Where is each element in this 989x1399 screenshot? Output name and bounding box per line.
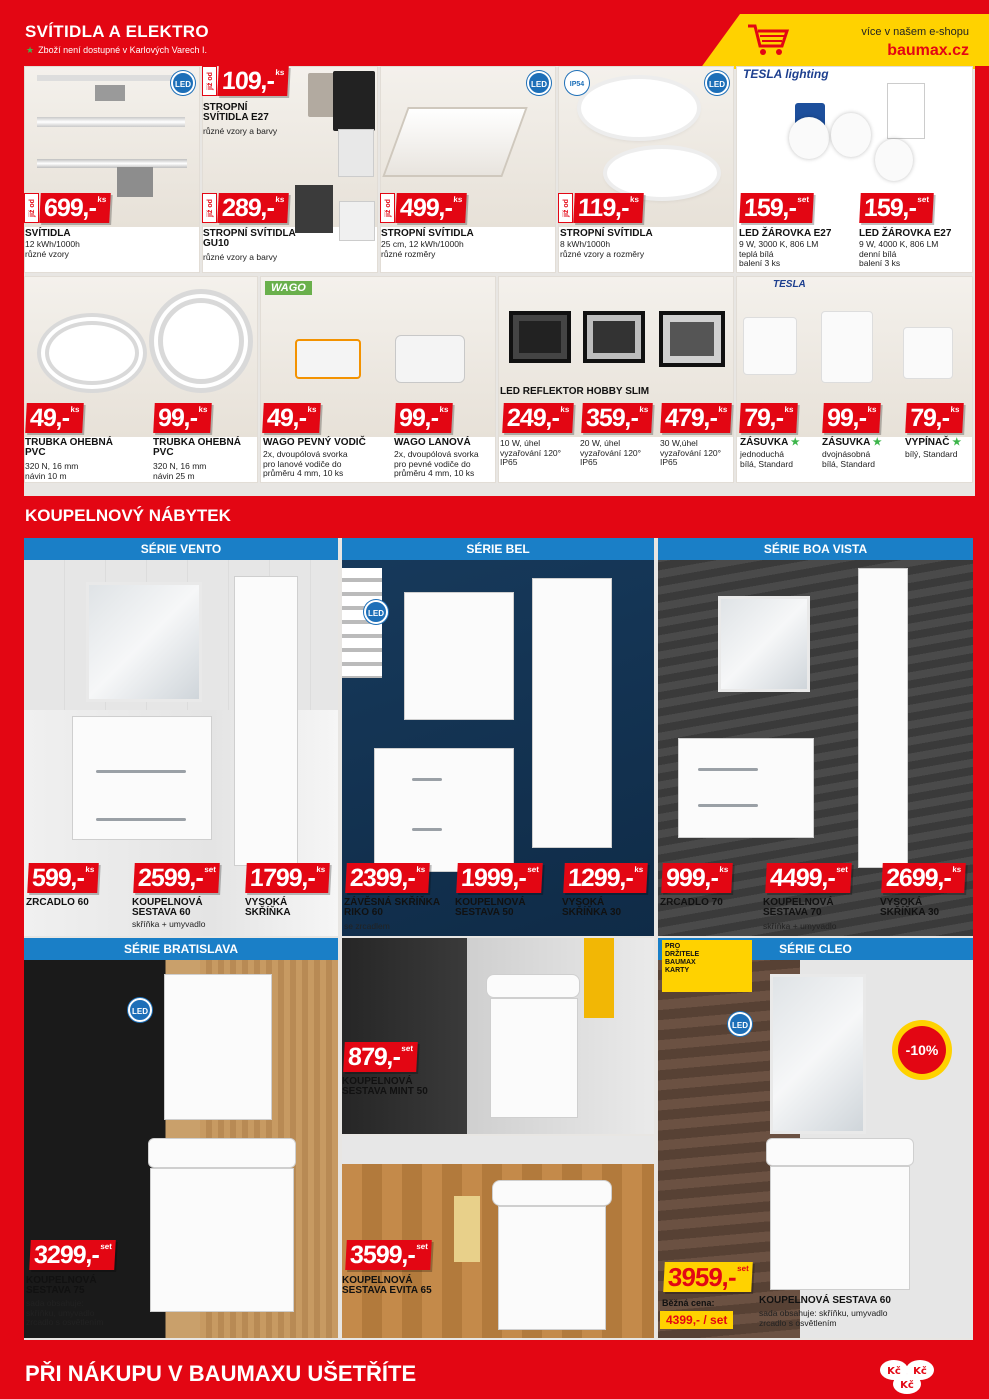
vanity-image xyxy=(770,1166,910,1290)
led-badge-icon: LED xyxy=(728,1012,752,1036)
product-desc: 9 W, 3000 K, 806 LM teplá bílá balení 3 ks xyxy=(739,239,819,268)
light-fixture-image xyxy=(117,167,153,197)
left-red-strip xyxy=(0,66,24,496)
light-fixture-image xyxy=(95,85,125,101)
product-name: VYPÍNAČ ★ xyxy=(905,437,962,448)
price-tag: 4499,-$^{set}$ xyxy=(765,863,852,893)
price-prefix: již od xyxy=(24,193,39,223)
product-desc: skříňka + umyvadlo xyxy=(132,919,206,929)
product-name: STROPNÍ SVÍTIDLA E27 xyxy=(203,102,269,123)
price-tag: 99,-$^{ks}$ xyxy=(394,403,453,433)
product-name: WAGO LANOVÁ xyxy=(394,437,471,448)
availability-note-text: Zboží není dostupné v Karlových Varech I. xyxy=(38,45,208,55)
product-name: STROPNÍ SVÍTIDLA xyxy=(560,228,653,239)
led-badge-icon: LED xyxy=(527,71,551,95)
product-name: LED ŽÁROVKA E27 xyxy=(859,228,952,239)
light-bar-image xyxy=(37,75,185,81)
reflector-image xyxy=(583,311,645,363)
price-tag: 3299,-$^{set}$ xyxy=(29,1240,116,1270)
price-tag: 1999,-$^{set}$ xyxy=(456,863,543,893)
product-name: KOUPELNOVÁ SESTAVA 60 xyxy=(132,897,203,918)
spot-light-image xyxy=(339,201,375,241)
price-tag: 2399,-$^{ks}$ xyxy=(345,863,429,893)
wall-image xyxy=(342,1136,654,1164)
towel-image xyxy=(584,938,614,1018)
series-label: SÉRIE CLEO xyxy=(658,938,973,960)
ip54-badge-icon: IP54 xyxy=(565,71,589,95)
washbasin-image xyxy=(766,1138,914,1166)
price-tag: 3599,-$^{set}$ xyxy=(345,1240,432,1270)
shopping-cart-icon xyxy=(746,22,790,56)
product-desc: 25 cm, 12 kWh/1000h různé rozměry xyxy=(381,239,464,259)
tall-cabinet-image xyxy=(858,568,908,868)
spot-light-image xyxy=(338,129,374,177)
vanity-image xyxy=(150,1168,294,1312)
svg-text:Kč: Kč xyxy=(900,1380,914,1391)
eshop-link[interactable]: baumax.cz xyxy=(887,42,969,59)
product-name: LED ŽÁROVKA E27 xyxy=(739,228,832,239)
spot-light-image xyxy=(333,71,375,131)
right-red-strip xyxy=(975,66,989,496)
price-tag: 99,-$^{ks}$ xyxy=(153,403,212,433)
product-name: VYSOKÁ SKŘÍŇKA 30 xyxy=(562,897,622,918)
coins-icon xyxy=(872,1352,942,1396)
bulb-image xyxy=(789,117,829,159)
product-name: ZRCADLO 60 xyxy=(26,897,89,908)
product-name: KOUPELNOVÁ SESTAVA EVITA 65 xyxy=(342,1275,432,1296)
handle-image xyxy=(698,804,758,807)
product-desc: jednoduchá bílá, Standard xyxy=(740,449,793,469)
product-name: ZÁVĚSNÁ SKŘÍŇKA RIKO 60 xyxy=(344,897,440,918)
product-name: VYSOKÁ SKŘÍŇKA 30 xyxy=(880,897,940,918)
product-name: KOUPELNOVÁ SESTAVA 70 xyxy=(763,897,834,918)
handle-image xyxy=(96,770,186,773)
product-name: SVÍTIDLA xyxy=(25,228,71,239)
vanity-image xyxy=(72,716,212,840)
bulb-image xyxy=(875,139,913,181)
section-title: KOUPELNOVÝ NÁBYTEK xyxy=(25,506,231,525)
vanity-image xyxy=(678,738,814,838)
availability-note xyxy=(26,45,207,56)
price-tag: 599,-$^{ks}$ xyxy=(27,863,98,893)
spot-light-image xyxy=(295,185,333,233)
mirror-image xyxy=(770,974,866,1134)
mirror-cabinet-image xyxy=(164,974,272,1120)
tall-cabinet-image xyxy=(234,576,298,866)
ceiling-light-image xyxy=(581,79,697,137)
mirror-image xyxy=(718,596,810,692)
product-name: KOUPELNOVÁ SESTAVA 50 xyxy=(455,897,526,918)
product-desc: bílý, Standard xyxy=(905,449,958,459)
product-desc: 30 W,úhel vyzařování 120° IP65 xyxy=(660,438,722,467)
svg-text:Kč: Kč xyxy=(913,1366,927,1377)
light-bar-image xyxy=(37,159,187,168)
product-desc: 10 W, úhel vyzařování 120° IP65 xyxy=(500,438,562,467)
product-desc: 20 W, úhel vyzařování 120° IP65 xyxy=(580,438,642,467)
pvc-tube-image xyxy=(149,289,253,393)
series-label: SÉRIE VENTO xyxy=(24,538,338,560)
price-tag: 159,-$^{set}$ xyxy=(859,193,933,223)
bath-scene-mint[interactable] xyxy=(342,938,654,1134)
product-desc: 2x, dvoupólová svorka pro lanové vodiče do průměru 4 mm, 10 ks xyxy=(263,449,348,478)
price-tag: 289,-$^{ks}$ xyxy=(217,193,288,223)
product-desc: sada obsahuje: skříňku, umyvadlo zrcadlo s osvětlením xyxy=(26,1298,104,1327)
socket-image xyxy=(821,311,873,383)
eshop-text: více v našem e-shopu xyxy=(861,26,969,38)
product-desc: sada obsahuje: skříňku, umyvadlo zrcadlo s osvětlením xyxy=(759,1308,888,1328)
mirror-cabinet-image xyxy=(404,592,514,720)
price-tag: 1299,-$^{ks}$ xyxy=(563,863,647,893)
product-name: ZÁSUVKA ★ xyxy=(740,437,800,448)
product-desc: skříňka + umyvadlo xyxy=(763,921,837,931)
ceiling-light-image xyxy=(607,149,717,197)
washbasin-image xyxy=(486,974,580,998)
star-icon: ★ xyxy=(26,45,35,55)
washbasin-image xyxy=(492,1180,612,1206)
pvc-tube-image xyxy=(37,313,147,393)
svg-text:Kč: Kč xyxy=(887,1366,901,1377)
tall-cabinet-image xyxy=(532,578,612,848)
price-tag: 79,-$^{ks}$ xyxy=(739,403,798,433)
regular-price-label: Běžná cena: xyxy=(662,1298,715,1308)
reflector-image xyxy=(509,311,571,363)
price-tag: 499,-$^{ks}$ xyxy=(395,193,466,223)
product-name: KOUPELNOVÁ SESTAVA 75 xyxy=(26,1275,97,1296)
star-icon: ★ xyxy=(952,437,962,448)
handle-image xyxy=(412,828,442,831)
reflector-image xyxy=(659,311,725,367)
product-name: VYSOKÁ SKŘÍŇKA xyxy=(245,897,291,918)
handle-image xyxy=(96,818,186,821)
product-name: LED REFLEKTOR HOBBY SLIM xyxy=(500,386,650,397)
mirror-image xyxy=(86,582,202,702)
left-red-strip xyxy=(0,538,24,1340)
wago-logo: WAGO xyxy=(265,281,312,295)
price-tag: 699,-$^{ks}$ xyxy=(39,193,110,223)
baumax-card-promo: PRO DRŽITELE BAUMAX KARTY xyxy=(662,940,752,992)
product-name: WAGO PEVNÝ VODIČ xyxy=(263,437,366,448)
price-prefix: již od xyxy=(380,193,395,223)
handle-image xyxy=(698,768,758,771)
price-tag: 879,-$^{set}$ xyxy=(343,1042,417,1072)
led-badge-icon: LED xyxy=(128,998,152,1022)
product-desc: 8 kWh/1000h různé vzory a rozměry xyxy=(560,239,645,259)
price-tag: 1799,-$^{ks}$ xyxy=(245,863,329,893)
price-tag: 49,-$^{ks}$ xyxy=(25,403,84,433)
price-tag: 2599,-$^{set}$ xyxy=(133,863,220,893)
light-bar-image xyxy=(37,117,185,127)
price-tag: 2699,-$^{ks}$ xyxy=(881,863,965,893)
vanity-image xyxy=(374,748,514,872)
ceiling-light-image xyxy=(382,107,527,177)
star-icon: ★ xyxy=(790,437,800,448)
price-prefix: již od xyxy=(202,193,217,223)
price-tag: 249,-$^{ks}$ xyxy=(502,403,573,433)
led-badge-icon: LED xyxy=(705,71,729,95)
wago-clamp-image xyxy=(295,339,361,379)
star-icon: ★ xyxy=(872,437,882,448)
price-prefix: již od xyxy=(558,193,573,223)
product-name: STROPNÍ SVÍTIDLA xyxy=(381,228,474,239)
footer-title: PŘI NÁKUPU V BAUMAXU UŠETŘÍTE xyxy=(25,1361,417,1386)
bath-scene-evita[interactable] xyxy=(342,1136,654,1338)
washbasin-image xyxy=(148,1138,296,1168)
bulb-box-image xyxy=(887,83,925,139)
product-desc: různé vzory a barvy xyxy=(203,252,278,262)
vanity-image xyxy=(498,1206,606,1330)
wago-clamp-image xyxy=(395,335,465,383)
socket-image xyxy=(743,317,797,375)
tesla-lighting-logo: TESLA lighting xyxy=(743,67,829,81)
price-tag: 109,-$^{ks}$ xyxy=(217,66,288,96)
series-label: SÉRIE BRATISLAVA xyxy=(24,938,338,960)
product-desc: 320 N, 16 mm návin 25 m xyxy=(153,461,207,481)
product-desc: 320 N, 16 mm návin 10 m xyxy=(25,461,79,481)
series-label: SÉRIE BEL xyxy=(342,538,654,560)
price-tag: 159,-$^{set}$ xyxy=(739,193,813,223)
price-tag: 119,-$^{ks}$ xyxy=(573,193,643,223)
product-name: KOUPELNOVÁ SESTAVA 60 xyxy=(759,1295,891,1306)
switch-image xyxy=(903,327,953,379)
price-prefix: již od xyxy=(202,66,217,96)
regular-price: 4399,- / set xyxy=(660,1311,733,1329)
price-tag: 999,-$^{ks}$ xyxy=(661,863,732,893)
price-tag: 3959,-$^{set}$ xyxy=(663,1262,753,1292)
product-desc: dvojnásobná bílá, Standard xyxy=(822,449,875,469)
price-tag: 79,-$^{ks}$ xyxy=(905,403,964,433)
product-name: TRUBKA OHEBNÁ PVC xyxy=(153,437,241,458)
handle-image xyxy=(412,778,442,781)
price-tag: 49,-$^{ks}$ xyxy=(262,403,321,433)
price-tag: 99,-$^{ks}$ xyxy=(822,403,881,433)
discount-badge: -10% xyxy=(892,1020,952,1080)
product-name: KOUPELNOVÁ SESTAVA MINT 50 xyxy=(342,1076,428,1097)
right-red-strip xyxy=(973,538,989,1340)
product-desc: se zrcadlem xyxy=(344,921,390,931)
product-name: TRUBKA OHEBNÁ PVC xyxy=(25,437,113,458)
led-badge-icon: LED xyxy=(171,71,195,95)
led-badge-icon: LED xyxy=(364,600,388,624)
product-desc: 9 W, 4000 K, 806 LM denní bílá balení 3 ks xyxy=(859,239,939,268)
towel-image xyxy=(454,1196,480,1262)
product-name: ZRCADLO 70 xyxy=(660,897,723,908)
product-desc: 12 kWh/1000h různé vzory xyxy=(25,239,80,259)
section-title: SVÍTIDLA A ELEKTRO xyxy=(25,22,209,41)
product-name: ZÁSUVKA ★ xyxy=(822,437,882,448)
product-desc: různé vzory a barvy xyxy=(203,126,278,136)
vanity-image xyxy=(490,998,578,1118)
price-tag: 479,-$^{ks}$ xyxy=(660,403,731,433)
product-desc: 2x, dvoupólová svorka pro pevné vodiče do průměru 4 mm, 10 ks xyxy=(394,449,479,478)
series-label: SÉRIE BOA VISTA xyxy=(658,538,973,560)
product-name: STROPNÍ SVÍTIDLA GU10 xyxy=(203,228,296,249)
bulb-image xyxy=(831,113,871,157)
price-tag: 359,-$^{ks}$ xyxy=(581,403,652,433)
tesla-stropkov-logo: TESLA xyxy=(773,279,806,290)
